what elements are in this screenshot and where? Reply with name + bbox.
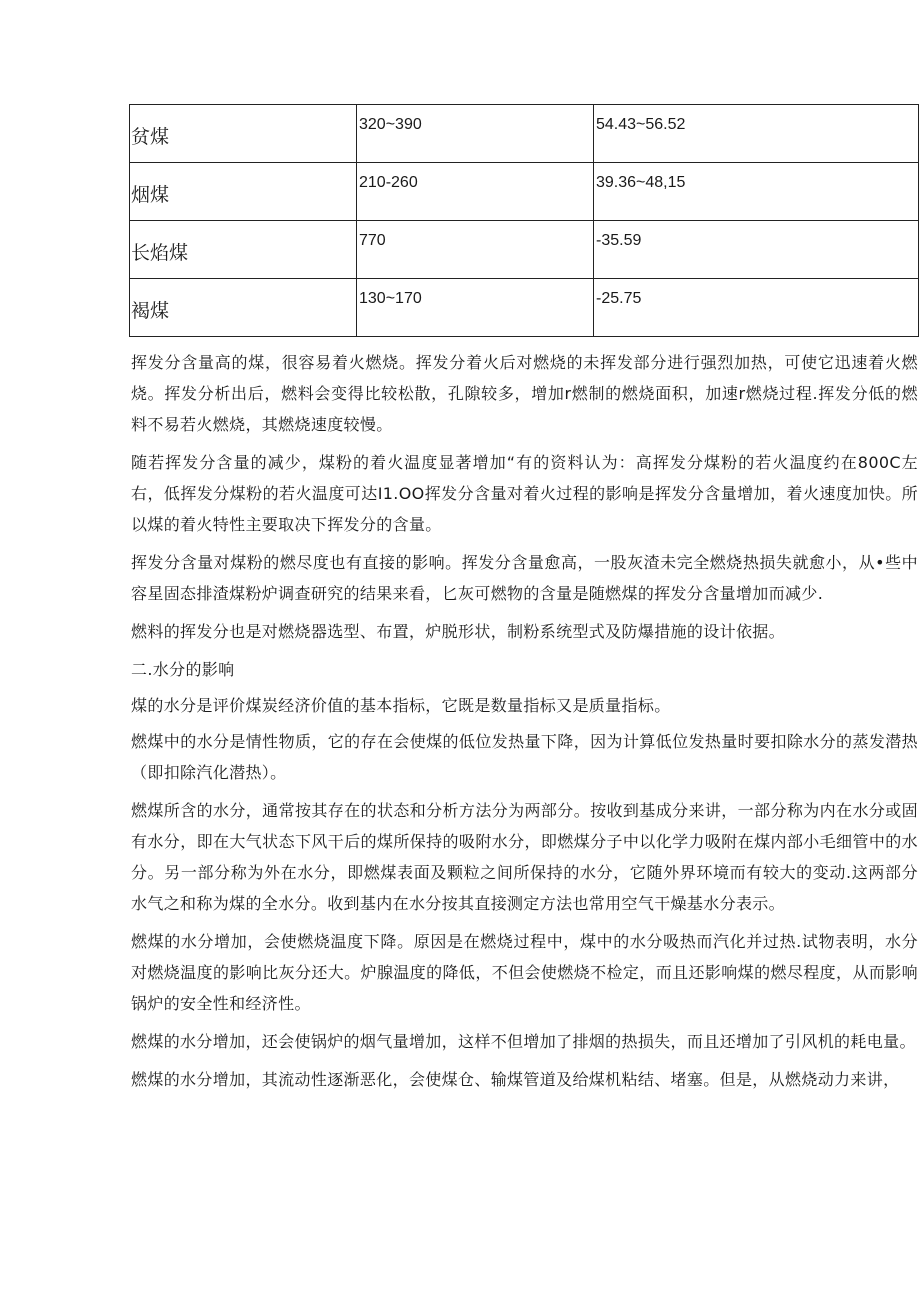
value-cell: [594, 221, 919, 279]
table-row: [130, 221, 919, 279]
value-cell: [594, 105, 919, 163]
section-heading-moisture: 二.水分的影响: [131, 660, 235, 679]
temperature-value: 770: [359, 232, 386, 249]
coal-name: 长焰煤: [131, 242, 189, 264]
coal-name-cell: [130, 105, 357, 163]
paragraph-moisture-flow: 燃煤的水分增加，其流动性逐渐恶化，会使煤仓、输煤管道及给煤机粘结、堵塞。但是，从燃烧动力来讲，: [131, 1070, 900, 1089]
table-row: [130, 279, 919, 337]
coal-name: 烟煤: [131, 184, 170, 206]
numeric-value: -25.75: [596, 290, 642, 307]
numeric-value: 54.43~56.52: [596, 116, 686, 133]
paragraph-moisture-flue-gas: 燃煤的水分增加，还会使锅炉的烟气量增加，这样不但增加了排烟的热损失，而且还增加了引风机的耗电量。: [131, 1032, 916, 1051]
coal-name: 贫煤: [131, 126, 170, 148]
paragraph-burnout: 挥发分含量对煤粉的燃尽度也有直接的影响。挥发分含量愈高，一股灰渣未完全燃烧热损失就愈小，从•些中容星固态排渣煤粉炉调查研究的结果来看，匕灰可燃物的含量是随燃煤的挥发分含量增加而减少.: [131, 553, 918, 603]
paragraph-design-basis: 燃料的挥发分也是对燃烧器选型、布置，炉脱形状，制粉系统型式及防爆措施的设计依据。: [131, 622, 786, 641]
coal-name-cell: [130, 279, 357, 337]
paragraph-moisture-types: 燃煤所含的水分，通常按其存在的状态和分析方法分为两部分。按收到基成分来讲，一部分称为内在水分或固有水分，即在大气状态下风干后的煤所保持的吸附水分，即燃煤分子中以化学力吸附在煤内部小毛细管中的水分。另一部分称为外在水分，即燃煤表面及颗粒之间所保持的水分，它随外界环境而有较大的变动.这两部分水气之和称为煤的全水分。收到基内在水分按其直接测定方法也常用空气干燥基水分表示。: [131, 801, 918, 913]
paragraph-ignition-temperature: 随若挥发分含量的减少，煤粉的着火温度显著增加“有的资料认为：高挥发分煤粉的若火温度约在800C左右，低挥发分煤粉的若火温度可达I1.OO挥发分含量对着火过程的影响是挥发分含量增加，着火速度加快。所以煤的着火特性主要取决下挥发分的含量。: [131, 453, 918, 534]
body-text: [131, 347, 918, 1102]
coal-name: 褐煤: [131, 300, 170, 322]
paragraph-volatile-ignition: 挥发分含量高的煤，很容易着火燃烧。挥发分着火后对燃烧的未挥发部分进行强烈加热，可使它迅速着火燃烧。挥发分析出后，燃料会变得比较松散，孔隙较多，增加r燃制的燃烧面积，加速r燃烧过程.挥发分低的燃料不易若火燃烧，其燃烧速度较慢。: [131, 353, 918, 434]
table-row: [130, 105, 919, 163]
coal-property-table: [129, 104, 919, 337]
coal-name-cell: [130, 221, 357, 279]
temperature-value: 210-260: [359, 174, 418, 191]
value-cell: [594, 163, 919, 221]
temperature-value: 320~390: [359, 116, 422, 133]
value-cell: [594, 279, 919, 337]
temperature-cell: [357, 221, 594, 279]
paragraph-moisture-temperature: 燃煤的水分增加，会使燃烧温度下降。原因是在燃烧过程中，煤中的水分吸热而汽化并过热.试物表明，水分对燃烧温度的影响比灰分还大。炉腺温度的降低，不但会使燃烧不检定，而且还影响煤的燃尽程度，从而影响锅炉的安全性和经济性。: [131, 932, 918, 1013]
numeric-value: -35.59: [596, 232, 642, 249]
temperature-cell: [357, 105, 594, 163]
paragraph-moisture-inert: 燃煤中的水分是情性物质，它的存在会使煤的低位发热量下降，因为计算低位发热量时要扣除水分的蒸发潜热（即扣除汽化潜热）。: [131, 732, 918, 782]
table-row: [130, 163, 919, 221]
temperature-value: 130~170: [359, 290, 422, 307]
coal-name-cell: [130, 163, 357, 221]
numeric-value: 39.36~48,15: [596, 174, 686, 191]
temperature-cell: [357, 163, 594, 221]
paragraph-moisture-indicator: 煤的水分是评价煤炭经济价值的基本指标，它既是数量指标又是质量指标。: [131, 696, 671, 715]
temperature-cell: [357, 279, 594, 337]
